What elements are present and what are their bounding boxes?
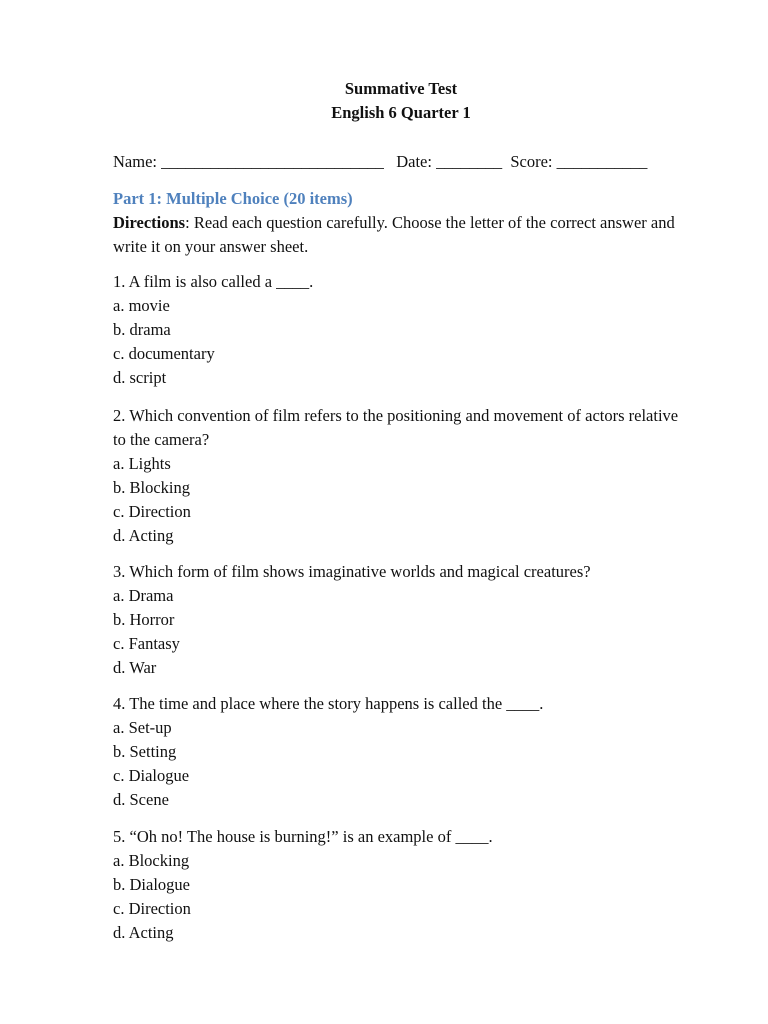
question-stem: 5. “Oh no! The house is burning!” is an example of ____. <box>113 827 493 846</box>
question-item <box>113 404 693 548</box>
answer-option: b. Dialogue <box>113 875 190 894</box>
answer-option: a. Drama <box>113 586 174 605</box>
answer-option: b. drama <box>113 320 171 339</box>
answer-option: d. Acting <box>113 923 174 942</box>
answer-option: d. Acting <box>113 526 174 545</box>
answer-option: a. movie <box>113 296 170 315</box>
student-info-row <box>113 150 647 174</box>
answer-option: a. Set-up <box>113 718 172 737</box>
answer-option: c. Dialogue <box>113 766 190 785</box>
answer-option: c. Fantasy <box>113 634 180 653</box>
directions-paragraph <box>113 211 693 259</box>
answer-option: d. script <box>113 368 167 387</box>
question-item <box>113 692 693 812</box>
date-blank: ________ <box>436 152 503 171</box>
directions-text: : Read each question carefully. Choose the letter of the correct answer and write it on your answer sheet. <box>113 213 675 256</box>
name-blank: ___________________________ <box>161 152 384 171</box>
name-label: Name: <box>113 152 157 171</box>
question-stem: 1. A film is also called a ____. <box>113 272 314 291</box>
directions-label: Directions <box>113 213 186 232</box>
document-title: Summative Test <box>344 79 458 98</box>
part-heading: Part 1: Multiple Choice (20 items) <box>113 189 353 208</box>
question-stem: 4. The time and place where the story happens is called the ____. <box>113 694 544 713</box>
answer-option: b. Setting <box>113 742 177 761</box>
question-item <box>113 825 693 945</box>
date-label: Date: <box>396 152 432 171</box>
answer-option: b. Blocking <box>113 478 190 497</box>
answer-option: d. Scene <box>113 790 169 809</box>
question-item <box>113 270 693 390</box>
score-label: Score: <box>510 152 553 171</box>
question-stem: 3. Which form of film shows imaginative worlds and magical creatures? <box>113 562 591 581</box>
answer-option: c. Direction <box>113 502 191 521</box>
score-blank: ___________ <box>556 152 648 171</box>
answer-option: a. Lights <box>113 454 171 473</box>
document-title-block <box>0 77 768 125</box>
answer-option: a. Blocking <box>113 851 190 870</box>
answer-option: d. War <box>113 658 157 677</box>
answer-option: c. documentary <box>113 344 215 363</box>
question-item <box>113 560 693 680</box>
answer-option: b. Horror <box>113 610 175 629</box>
answer-option: c. Direction <box>113 899 191 918</box>
question-stem: 2. Which convention of film refers to the positioning and movement of actors relative to the camera? <box>113 406 679 449</box>
document-subtitle: English 6 Quarter 1 <box>331 103 471 122</box>
